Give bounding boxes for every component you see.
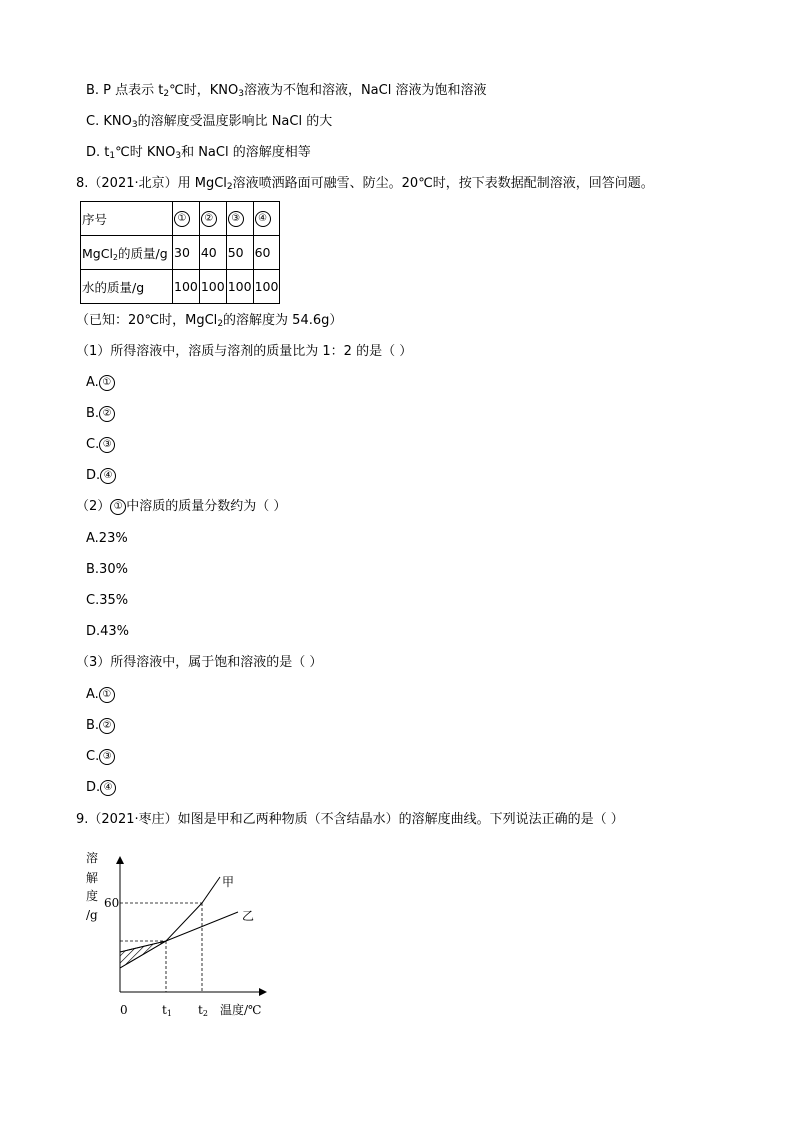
sub1-option-c[interactable]: C. ③	[86, 436, 115, 454]
table-cell: 40	[199, 236, 226, 270]
sub3-option-b[interactable]: B. ②	[86, 717, 115, 735]
sub3-option-a[interactable]: A. ①	[86, 686, 115, 704]
table-cell: 60	[253, 236, 280, 270]
solubility-graph	[80, 840, 280, 1025]
x-axis-label: 温度/℃	[220, 1003, 262, 1017]
table-cell: 30	[173, 236, 200, 270]
table-row-label: 水的质量/g	[81, 270, 173, 304]
sub3-option-d[interactable]: D. ④	[86, 779, 116, 797]
option-d: D. $t_1℃$时 $KNO_3$和 NaCl 的溶解度相等	[86, 145, 311, 161]
table-cell: 50	[226, 236, 253, 270]
table-cell: 100	[226, 270, 253, 304]
y-label-2: 解	[86, 871, 99, 885]
label-jia: 甲	[222, 875, 235, 889]
table-row	[81, 270, 280, 304]
sub1-option-d[interactable]: D. ④	[86, 467, 116, 485]
table-header-cell: ①	[173, 202, 200, 236]
table-row	[81, 236, 280, 270]
table-cell: 100	[199, 270, 226, 304]
table-header-cell: ③	[226, 202, 253, 236]
table-row-label: MgCl$_2$的质量/g	[81, 236, 173, 270]
tick-t2: t2	[198, 1003, 208, 1018]
given-note: （已知：20℃时，MgCl$_2$的溶解度为 54.6g）	[76, 313, 343, 329]
y-label-3: 度	[86, 889, 99, 903]
y-label-4: /g	[86, 908, 98, 922]
table-cell: 100	[173, 270, 200, 304]
table-row	[81, 202, 280, 236]
table-header-label: 序号	[81, 202, 173, 236]
data-table	[80, 201, 280, 304]
option-c: C. $KNO_3$的溶解度受温度影响比 NaCl 的大	[86, 114, 333, 130]
question-9: 9.（2021·枣庄）如图是甲和乙两种物质（不含结晶水）的溶解度曲线。下列说法正确的是（ ）	[76, 812, 624, 827]
sub1-option-b[interactable]: B. ②	[86, 405, 115, 423]
question-8: 8.（2021·北京）用 MgCl$_2$溶液喷洒路面可融雪、防尘。20℃时，按下表数据配制溶液，回答问题。	[76, 176, 654, 192]
label-yi: 乙	[242, 909, 255, 923]
sub2-option-d[interactable]: D.43%	[86, 624, 130, 639]
sub-question-2: （2） ① 中溶质的质量分数约为（ ）	[76, 499, 287, 514]
sub-question-1: （1）所得溶液中，溶质与溶剂的质量比为 1：2 的是（ ）	[76, 344, 413, 359]
sub2-option-a[interactable]: A.23%	[86, 531, 128, 546]
tick-t1: t1	[162, 1003, 172, 1018]
sub2-option-c[interactable]: C.35%	[86, 593, 129, 608]
sub1-option-a[interactable]: A. ①	[86, 374, 115, 392]
table-header-cell: ④	[253, 202, 280, 236]
sub-question-3: （3）所得溶液中，属于饱和溶液的是（ ）	[76, 655, 323, 670]
option-b: B. P 点表示 $t_2℃$时，$KNO_3$溶液为不饱和溶液，NaCl 溶液为饱和溶液	[86, 83, 487, 99]
sub2-option-b[interactable]: B.30%	[86, 562, 128, 577]
origin-label: 0	[120, 1003, 128, 1017]
curve-yi	[120, 912, 238, 952]
tick-60: 60	[104, 896, 120, 910]
table-header-cell: ②	[199, 202, 226, 236]
sub3-option-c[interactable]: C. ③	[86, 748, 115, 766]
table-cell: 100	[253, 270, 280, 304]
y-label-1: 溶	[86, 851, 99, 865]
